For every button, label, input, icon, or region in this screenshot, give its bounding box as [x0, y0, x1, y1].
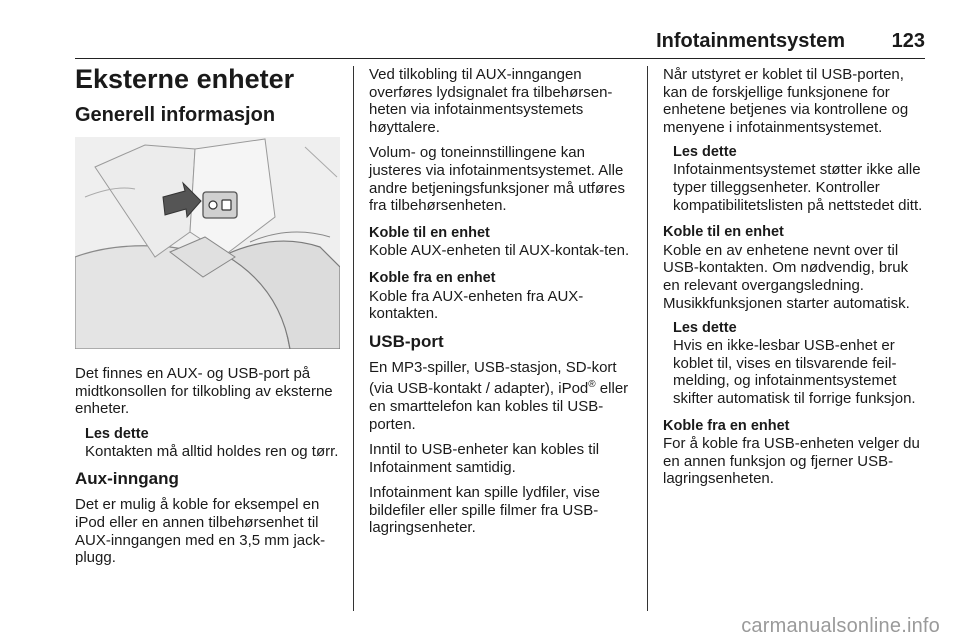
note-title: Les dette	[85, 425, 149, 442]
note-box	[673, 320, 925, 407]
connect-paragraph: Koble AUX-enheten til AUX-kontak-ten.	[369, 242, 630, 260]
usb-count-paragraph: Inntil to USB-enheter kan kobles til Infotainment samtidig.	[369, 441, 600, 476]
note-title: Les dette	[673, 320, 737, 337]
intro-paragraph: Det finnes en AUX- og USB-port på midtkonsollen for tilkobling av eksterne enheter.	[75, 365, 333, 418]
connect-paragraph: Koble en av enhetene nevnt over til USB-kontakten. Om nødvendig, bruk en relevant overgangsledning. Musikkfunksjonen starter automatisk.	[663, 241, 910, 312]
note-box	[85, 426, 340, 461]
column-3	[663, 66, 925, 496]
note-text: Kontakten må alltid holdes ren og tørr.	[85, 442, 339, 460]
usb-media-paragraph: Infotainment kan spille lydfiler, vise bildefiler eller spille filmer fra USB-lagringsenheter.	[369, 484, 600, 537]
page-number: 123	[891, 30, 925, 52]
watermark: carmanualsonline.info	[741, 615, 940, 637]
note-text: Hvis en ikke-lesbar USB-enhet er koblet til, vises en tilsvarende feil-melding, og infotainmentsystemet skifter automatisk til forrige funksjon.	[673, 337, 916, 407]
column-1	[75, 63, 340, 575]
usb-devices-paragraph: En MP3-spiller, USB-stasjon, SD-kort (via USB-kontakt / adapter), iPod® eller en smarttelefon kan kobles til USB-porten.	[369, 358, 629, 433]
aux-paragraph: Det er mulig å koble for eksempel en iPod eller en annen tilbehørsenhet til AUX-inngangen med en 3,5 mm jack-plugg.	[75, 496, 326, 567]
note-text: Infotainmentsystemet støtter ikke alle typer tilleggsenheter. Kontroller kompatibilitetslisten på nettstedet ditt.	[673, 161, 923, 214]
column-divider	[647, 66, 648, 611]
column-divider	[353, 66, 354, 611]
console-port-illustration	[75, 137, 340, 349]
connect-heading: Koble til en enhet	[663, 224, 784, 241]
usb-controls-paragraph: Når utstyret er koblet til USB-porten, kan de forskjellige funksjonene for enhetene betjenes via kontrollene og menyene i infotainmentsystemet.	[663, 66, 909, 136]
usb-heading: USB-port	[369, 331, 444, 351]
aux-heading: Aux-inngang	[75, 469, 179, 489]
aux-audio-paragraph: Ved tilkobling til AUX-inngangen overføres lydsignalet fra tilbehørsen-heten via infotainmentsystemets høyttalere.	[369, 66, 613, 136]
subsection-heading: Generell informasjon	[75, 104, 276, 126]
column-2	[369, 66, 635, 545]
disconnect-paragraph: Koble fra AUX-enheten fra AUX-kontakten.	[369, 287, 584, 323]
note-box	[673, 144, 925, 214]
disconnect-paragraph: For å koble fra USB-enheten velger du en annen funksjon og fjerner USB-lagringsenheten.	[663, 435, 920, 488]
disconnect-heading: Koble fra en enhet	[663, 417, 790, 434]
console-illustration	[75, 137, 340, 349]
running-title: Infotainmentsystem	[656, 30, 845, 52]
connect-heading: Koble til en enhet	[369, 224, 490, 241]
disconnect-heading: Koble fra en enhet	[369, 269, 496, 286]
aux-volume-paragraph: Volum- og toneinnstillingene kan justeres via infotainmentsystemet. Alle andre betjeningsfunksjoner må utføres fra tilbehørsenheten.	[369, 144, 625, 215]
note-title: Les dette	[673, 144, 737, 161]
section-heading: Eksterne enheter	[75, 64, 295, 94]
page-header	[75, 30, 925, 59]
